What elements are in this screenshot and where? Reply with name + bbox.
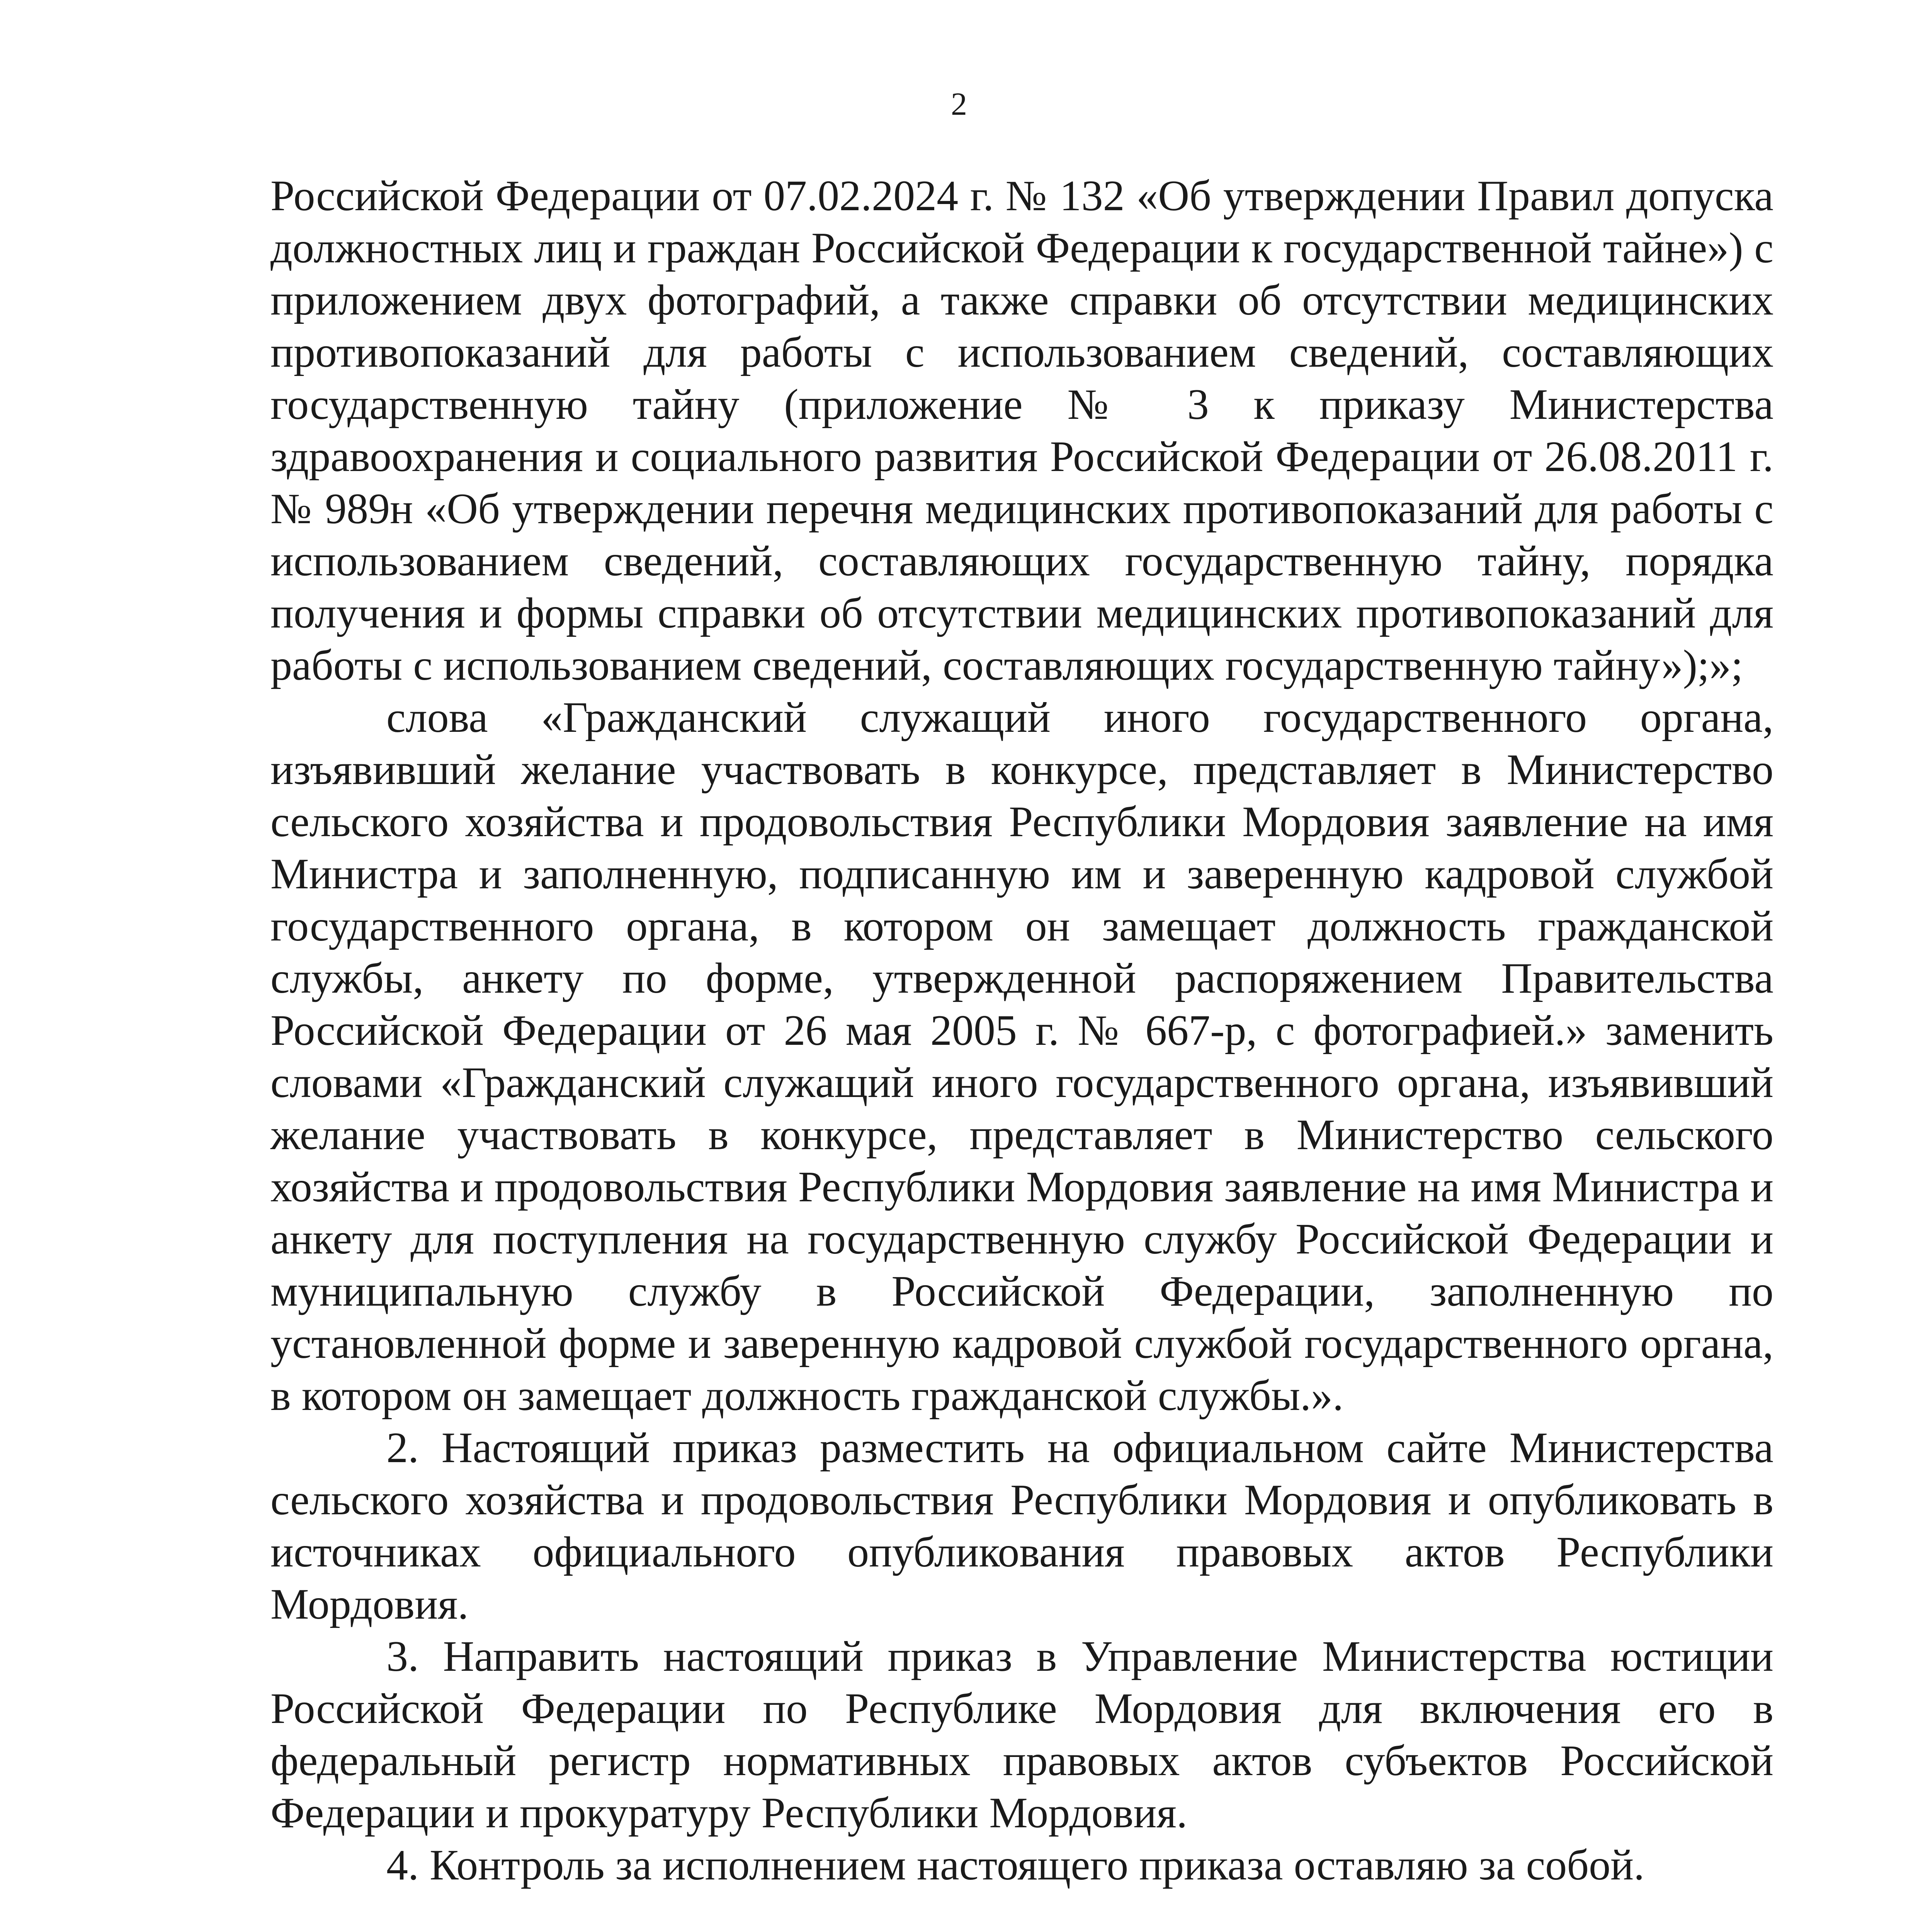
- document-body: [270, 170, 1773, 1891]
- paragraph-item-3: 3. Направить настоящий приказ в Управление Министерства юстиции Российской Федерации по Республике Мордовия для включения его в федеральный регистр нормативных правовых актов субъектов Российской Федерации и прокуратуру Республики Мордовия.: [270, 1633, 1773, 1837]
- paragraph-replacement-clause: слова «Гражданский служащий иного государственного органа, изъявивший желание участвовать в конкурсе, представляет в Министерство сельского хозяйства и продовольствия Республики Мордовия заявление на имя Министра и заполненную, подписанную им и заверенную кадровой службой государственного органа, в котором он замещает должность гражданской службы, анкету по форме, утвержденной распоряжением Правительства Российской Федерации от 26 мая 2005 г. № 667-р, с фотографией.» заменить словами «Гражданский служащий иного государственного органа, изъявивший желание участвовать в конкурсе, представляет в Министерство сельского хозяйства и продовольствия Республики Мордовия заявление на имя Министра и анкету для поступления на государственную службу Российской Федерации и муниципальную службу в Российской Федерации, заполненную по установленной форме и заверенную кадровой службой государственного органа, в котором он замещает должность гражданской службы.».: [270, 694, 1773, 1420]
- paragraph-item-2: 2. Настоящий приказ разместить на официальном сайте Министерства сельского хозяйства и продовольствия Республики Мордовия и опубликовать в источниках официального опубликования правовых актов Республики Мордовия.: [270, 1424, 1773, 1628]
- paragraph-item-4: 4. Контроль за исполнением настоящего приказа оставляю за собой.: [386, 1841, 1645, 1889]
- page-number: 2: [951, 86, 967, 122]
- paragraph-continuation: Российской Федерации от 07.02.2024 г. № 132 «Об утверждении Правил допуска должностных лиц и граждан Российской Федерации к государственной тайне») с приложением двух фотографий, а также справки об отсутствии медицинских противопоказаний для работы с использованием сведений, составляющих государственную тайну (приложение № 3 к приказу Министерства здравоохранения и социального развития Российской Федерации от 26.08.2011 г. № 989н «Об утверждении перечня медицинских противопоказаний для работы с использованием сведений, составляющих государственную тайну, порядка получения и формы справки об отсутствии медицинских противопоказаний для работы с использованием сведений, составляющих государственную тайну»);»;: [270, 172, 1773, 689]
